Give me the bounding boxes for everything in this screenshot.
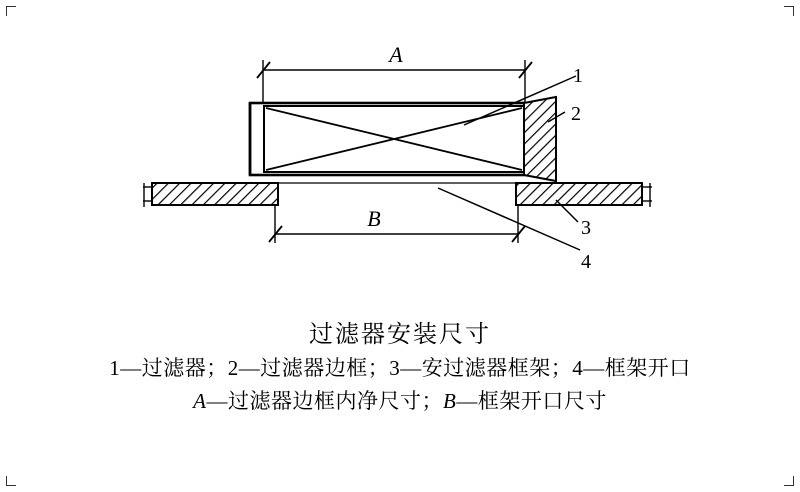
diagram-geometry bbox=[143, 42, 652, 273]
legend-symbol-a: A bbox=[193, 389, 207, 413]
filter-body bbox=[250, 103, 538, 175]
dimension-label-b: B bbox=[367, 206, 381, 231]
callout-number-2: 2 bbox=[571, 103, 581, 125]
legend-symbol-b: B bbox=[443, 389, 457, 413]
figure-legend-line-2 bbox=[0, 385, 800, 418]
callout-number-1: 1 bbox=[573, 65, 583, 87]
dimension-b-group bbox=[269, 205, 525, 243]
filter-edge-frame-hatched bbox=[524, 97, 556, 181]
figure-title: 过滤器安装尺寸 bbox=[309, 322, 491, 348]
figure-legend-line-1: 1—过滤器；2—过滤器边框；3—安过滤器框架；4—框架开口 bbox=[109, 356, 691, 380]
callout-number-3: 3 bbox=[581, 217, 591, 239]
mounting-frame-left bbox=[152, 183, 278, 205]
dimension-label-a: A bbox=[389, 42, 403, 67]
figure-caption-block bbox=[0, 318, 800, 418]
legend-text-mid: —过滤器边框内净尺寸； bbox=[206, 389, 443, 413]
callout-number-4: 4 bbox=[581, 251, 591, 273]
mounting-frame-right bbox=[516, 183, 642, 205]
legend-text-end: —框架开口尺寸 bbox=[456, 389, 607, 413]
